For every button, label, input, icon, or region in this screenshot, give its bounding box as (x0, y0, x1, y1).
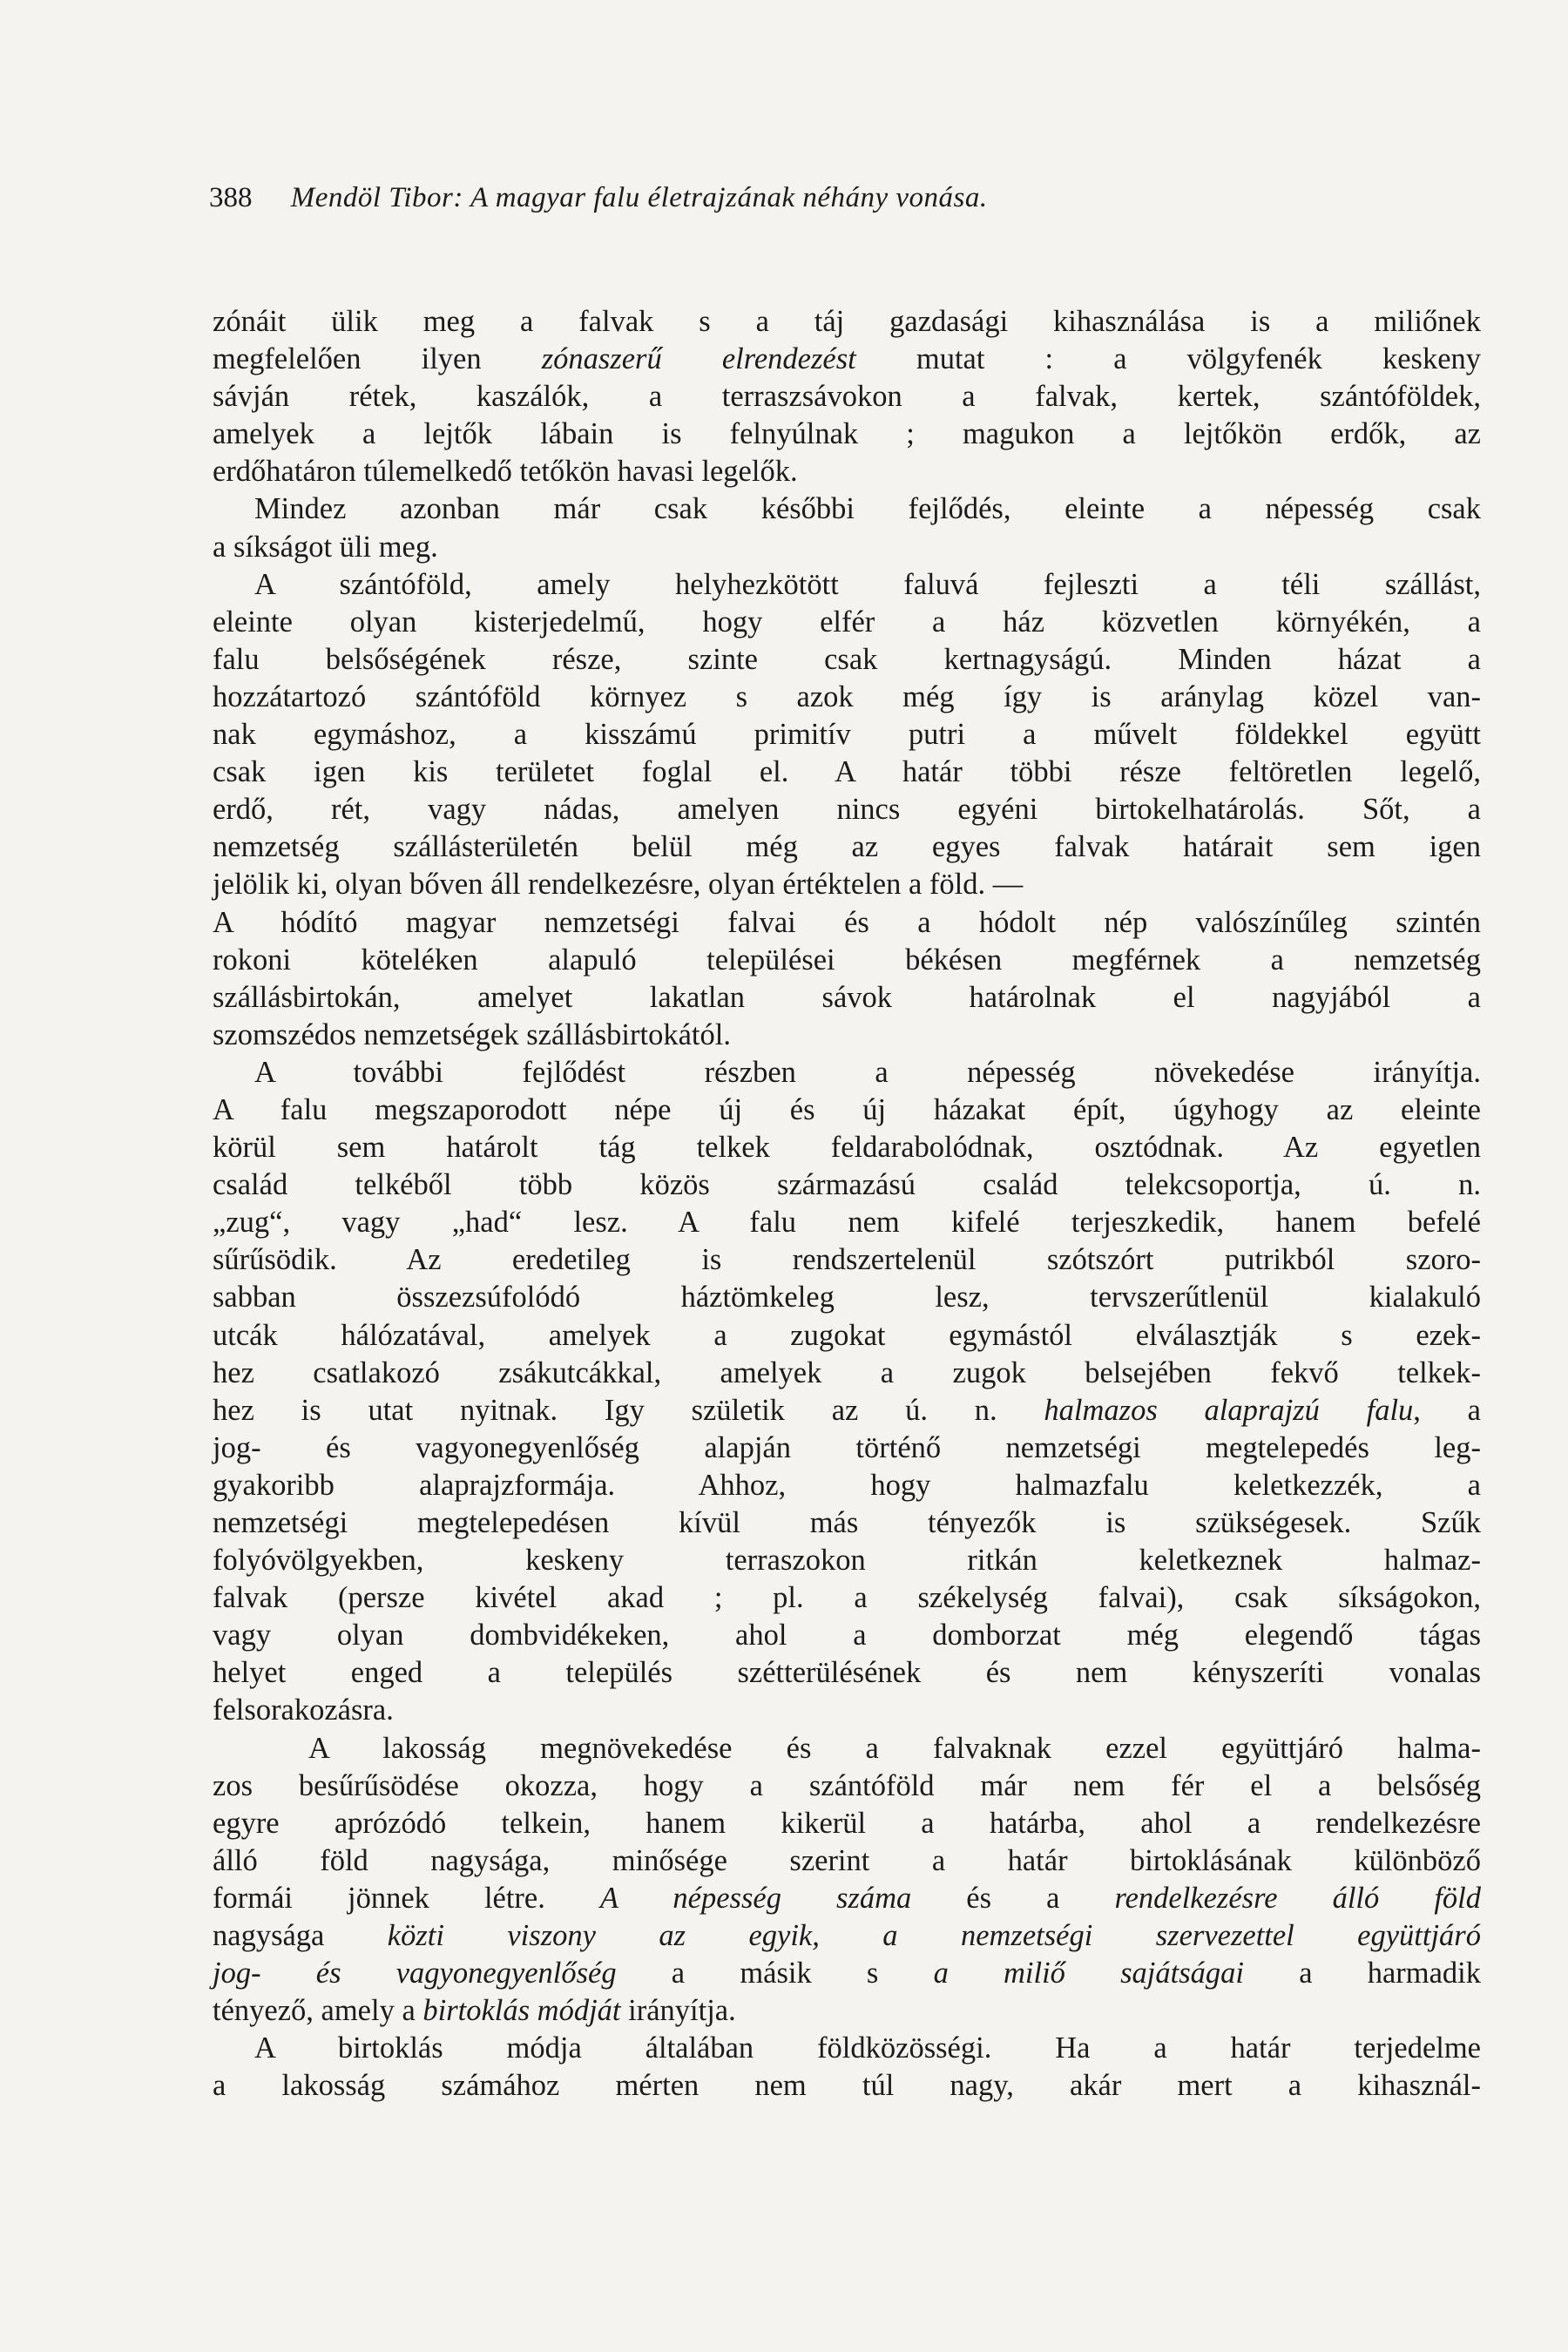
text-line: nagysága közti viszony az egyik, a nemzetségi szervezettel együttjáró (213, 1919, 1481, 1953)
text-line: gyakoribb alaprajzformája. Ahhoz, hogy halmazfalu keletkezzék, a (213, 1468, 1481, 1502)
text-line: Mindez azonban már csak későbbi fejlődés, eleinte a népesség csak (254, 492, 1481, 526)
text-line: sűrűsödik. Az eredetileg is rendszertelenül szótszórt putrikból szoro- (213, 1243, 1481, 1277)
text-line: nemzetségi megtelepedésen kívül más tényezők is szükségesek. Szűk (213, 1506, 1481, 1539)
text-line: zónáit ülik meg a falvak s a táj gazdasági kihasználása is a miliőnek (213, 305, 1481, 338)
text-line: csak igen kis területet foglal el. A határ többi része feltöretlen legelő, (213, 755, 1481, 789)
text-line: hozzátartozó szántóföld környez s azok még így is aránylag közel van- (213, 679, 1481, 713)
text-line: „zug“, vagy „had“ lesz. A falu nem kifelé terjeszkedik, hanem befelé (213, 1206, 1481, 1240)
text-line: erdő, rét, vagy nádas, amelyen nincs egyéni birtokelhatárolás. Sőt, a (213, 793, 1481, 827)
text-line: A további fejlődést részben a népesség növekedése irányítja. (254, 1055, 1481, 1089)
page-number: 388 (209, 182, 253, 213)
text-line: nak egymáshoz, a kisszámú primitív putri a művelt földekkel együtt (213, 718, 1481, 752)
page-header (209, 179, 1481, 217)
text-line: megfelelően ilyen zónaszerű elrendezést mutat : a völgyfenék keskeny (213, 342, 1482, 376)
body-text (213, 303, 1481, 2105)
text-line: amelyek a lejtők lábain is felnyúlnak ; magukon a lejtőkön erdők, az (213, 417, 1481, 451)
text-line: A falu megszaporodott népe új és új házakat épít, úgyhogy az eleinte (213, 1092, 1481, 1126)
text-line: utcák hálózatával, amelyek a zugokat egymástól elválasztják s ezek- (213, 1318, 1481, 1352)
text-line: körül sem határolt tág telkek feldarabolódnak, osztódnak. Az egyetlen (213, 1131, 1481, 1165)
text-line: sávján rétek, kaszálók, a terraszsávokon a falvak, kertek, szántóföldek, (213, 380, 1481, 414)
text-line: formái jönnek létre. A népesség száma és a rendelkezésre álló föld (213, 1881, 1481, 1915)
text-line: A lakosság megnövekedése és a falvaknak ezzel együttjáró halma- (308, 1731, 1481, 1765)
running-head: Mendöl Tibor: A magyar falu életrajzának néhány vonása. (290, 182, 988, 213)
text-line: a lakosság számához mérten nem túl nagy, akár mert a kihasznál- (213, 2069, 1481, 2103)
text-line: álló föld nagysága, minősége szerint a határ birtoklásának különböző (213, 1843, 1481, 1877)
text-line: szállásbirtokán, amelyet lakatlan sávok határolnak el nagyjából a (213, 980, 1481, 1014)
text-line: falu belsőségének része, szinte csak kertnagyságú. Minden házat a (213, 642, 1481, 676)
text-line: helyet enged a település szétterülésének és nem kényszeríti vonalas (213, 1656, 1481, 1690)
text-line: sabban összezsúfolódó háztömkeleg lesz, tervszerűtlenül kialakuló (213, 1281, 1481, 1315)
text-line: erdőhatáron túlemelkedő tetőkön havasi legelők. (213, 455, 798, 489)
text-line: folyóvölgyekben, keskeny terraszokon ritkán keletkeznek halmaz- (213, 1544, 1481, 1578)
text-line: nemzetség szállásterületén belül még az egyes falvak határait sem igen (213, 830, 1481, 864)
text-line: rokoni köteléken alapuló települései békésen megférnek a nemzetség (213, 943, 1481, 977)
text-line: jelölik ki, olyan bőven áll rendelkezésre, olyan értéktelen a föld. — (213, 868, 1024, 902)
text-line: zos besűrűsödése okozza, hogy a szántóföld már nem fér el a belsőség (213, 1768, 1481, 1802)
text-line: A hódító magyar nemzetségi falvai és a hódolt nép valószínűleg szintén (213, 905, 1481, 939)
text-line: jog- és vagyonegyenlőség a másik s a miliő sajátságai a harmadik (213, 1957, 1481, 1990)
text-line: hez is utat nyitnak. Igy születik az ú. n. halmazos alaprajzú falu, a (213, 1393, 1481, 1427)
text-line: jog- és vagyonegyenlőség alapján történő nemzetségi megtelepedés leg- (213, 1430, 1481, 1464)
text-line: tényező, amely a birtoklás módját irányítja. (213, 1994, 736, 2028)
text-line: eleinte olyan kisterjedelmű, hogy elfér a ház közvetlen környékén, a (213, 605, 1481, 639)
text-line: a síkságot üli meg. (213, 530, 438, 564)
text-line: hez csatlakozó zsákutcákkal, amelyek a zugok belsejében fekvő telkek- (213, 1355, 1481, 1389)
text-line: felsorakozásra. (213, 1693, 394, 1727)
text-line: falvak (persze kivétel akad ; pl. a székelység falvai), csak síkságokon, (213, 1581, 1481, 1615)
text-line: A szántóföld, amely helyhezkötött faluvá fejleszti a téli szállást, (254, 567, 1481, 601)
text-line: vagy olyan dombvidékeken, ahol a domborzat még elegendő tágas (213, 1619, 1481, 1652)
text-line: A birtoklás módja általában földközösségi. Ha a határ terjedelme (254, 2031, 1481, 2065)
text-line: család telkéből több közös származású család telekcsoportja, ú. n. (213, 1168, 1481, 1202)
text-line: szomszédos nemzetségek szállásbirtokától. (213, 1017, 731, 1051)
text-line: egyre aprózódó telkein, hanem kikerül a határba, ahol a rendelkezésre (213, 1806, 1481, 1840)
